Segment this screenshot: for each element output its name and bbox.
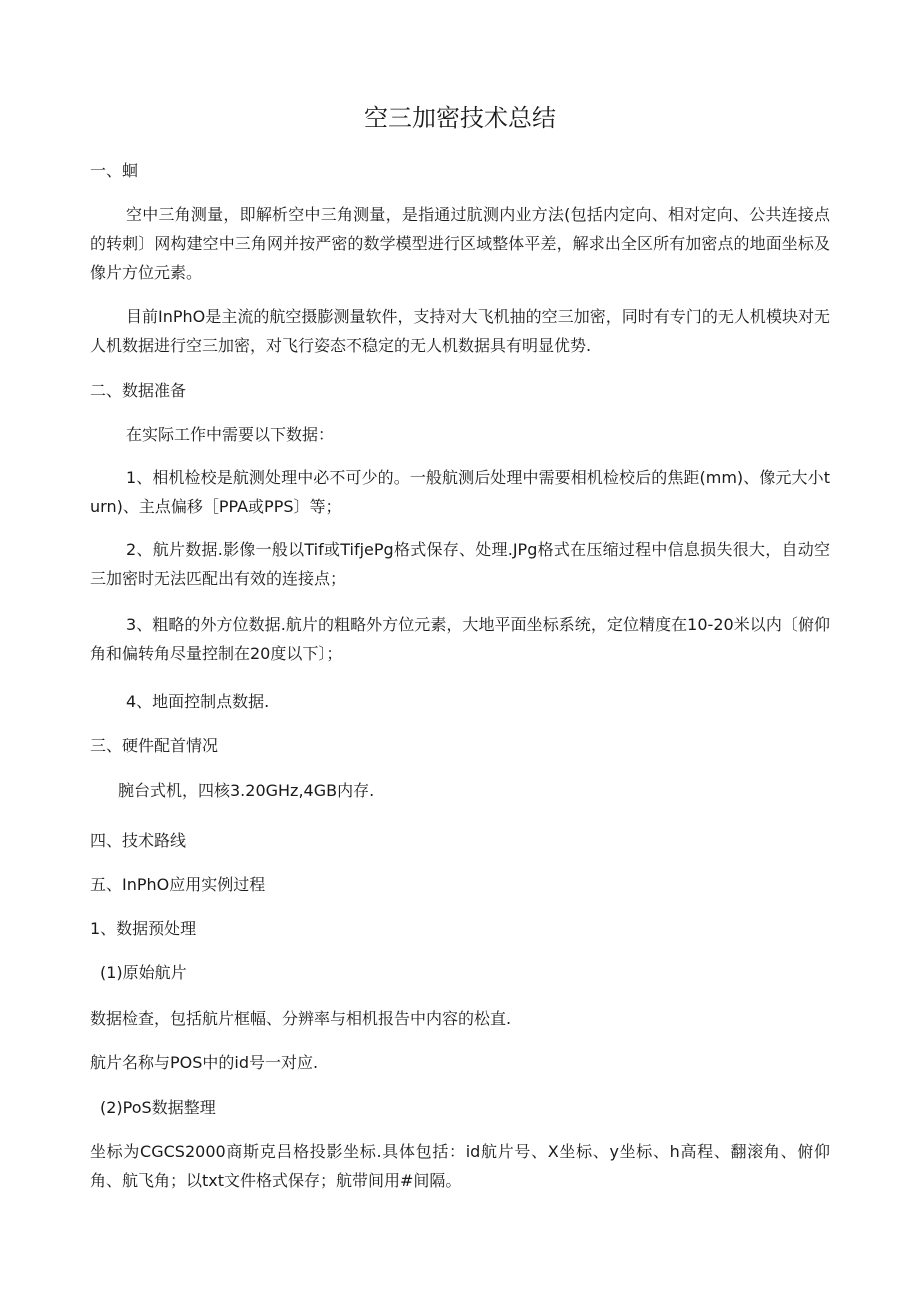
section-1-paragraph-2: 目前InPhO是主流的航空摄膨测量软件，支持对大飞机抽的空三加密，同时有专门的无人机模块对无人机数据进行空三加密，对飞行姿态不稳定的无人机数据具有明显优势.	[90, 307, 830, 355]
section-2-intro: 在实际工作中需要以下数据：	[126, 425, 335, 444]
section-1-paragraph-1: 空中三角测量，即解析空中三角测量，是指通过肮测内业方法(包括内定向、相对定向、公共连接点的转刺〕网构建空中三角网并按严密的数学模型进行区域整体平差，解求出全区所有加密点的地面坐标及像片方位元素。	[90, 205, 830, 282]
section-2-item-4: 4、地面控制点数据.	[126, 692, 270, 711]
section-4-heading: 四、技术路线	[90, 831, 187, 850]
section-5-item-1a-paragraph-2: 航片名称与POS中的id号一对应.	[90, 1053, 319, 1072]
section-5-heading: 五、InPhO应用实例过程	[90, 875, 266, 894]
section-2-heading: 二、数据准备	[90, 381, 187, 400]
section-3-heading: 三、硬件配首情况	[90, 736, 219, 755]
section-2-item-1: 1、相机检校是航测处理中必不可少的。一般航测后处理中需要相机检校后的焦距(mm)、像元大小turn)、主点偏移［PPA或PPS〕等；	[90, 468, 830, 516]
section-3-text: 腕台式机，四核3.20GHz,4GB内存.	[118, 781, 375, 800]
document-title: 空三加密技术总结	[364, 104, 556, 132]
section-5-item-1b-heading: (2)PoS数据整理	[100, 1098, 216, 1117]
section-5-subheading-1: 1、数据预处理	[90, 919, 197, 938]
section-1-heading: 一、蛔	[90, 161, 139, 180]
section-5-item-1a-paragraph-1: 数据检查，包括航片框幅、分辨率与相机报告中内容的松直.	[90, 1009, 512, 1028]
section-2-item-2: 2、航片数据.影像一般以Tif或TifjePg格式保存、处理.JPg格式在压缩过程中信息损失很大，自动空三加密时无法匹配出有效的连接点；	[90, 540, 830, 588]
section-2-item-3: 3、粗略的外方位数据.航片的粗略外方位元素，大地平面坐标系统，定位精度在10-20米以内〔俯仰角和偏转角尽量控制在20度以下〕；	[90, 615, 830, 663]
section-5-item-1a-heading: (1)原始航片	[100, 963, 187, 982]
section-5-item-1b-paragraph-1: 坐标为CGCS2000商斯克吕格投影坐标.具体包括：id航片号、X坐标、y坐标、h高程、翻滚角、俯仰角、航飞角；以txt文件格式保存；航带间用#间隔。	[90, 1142, 830, 1190]
